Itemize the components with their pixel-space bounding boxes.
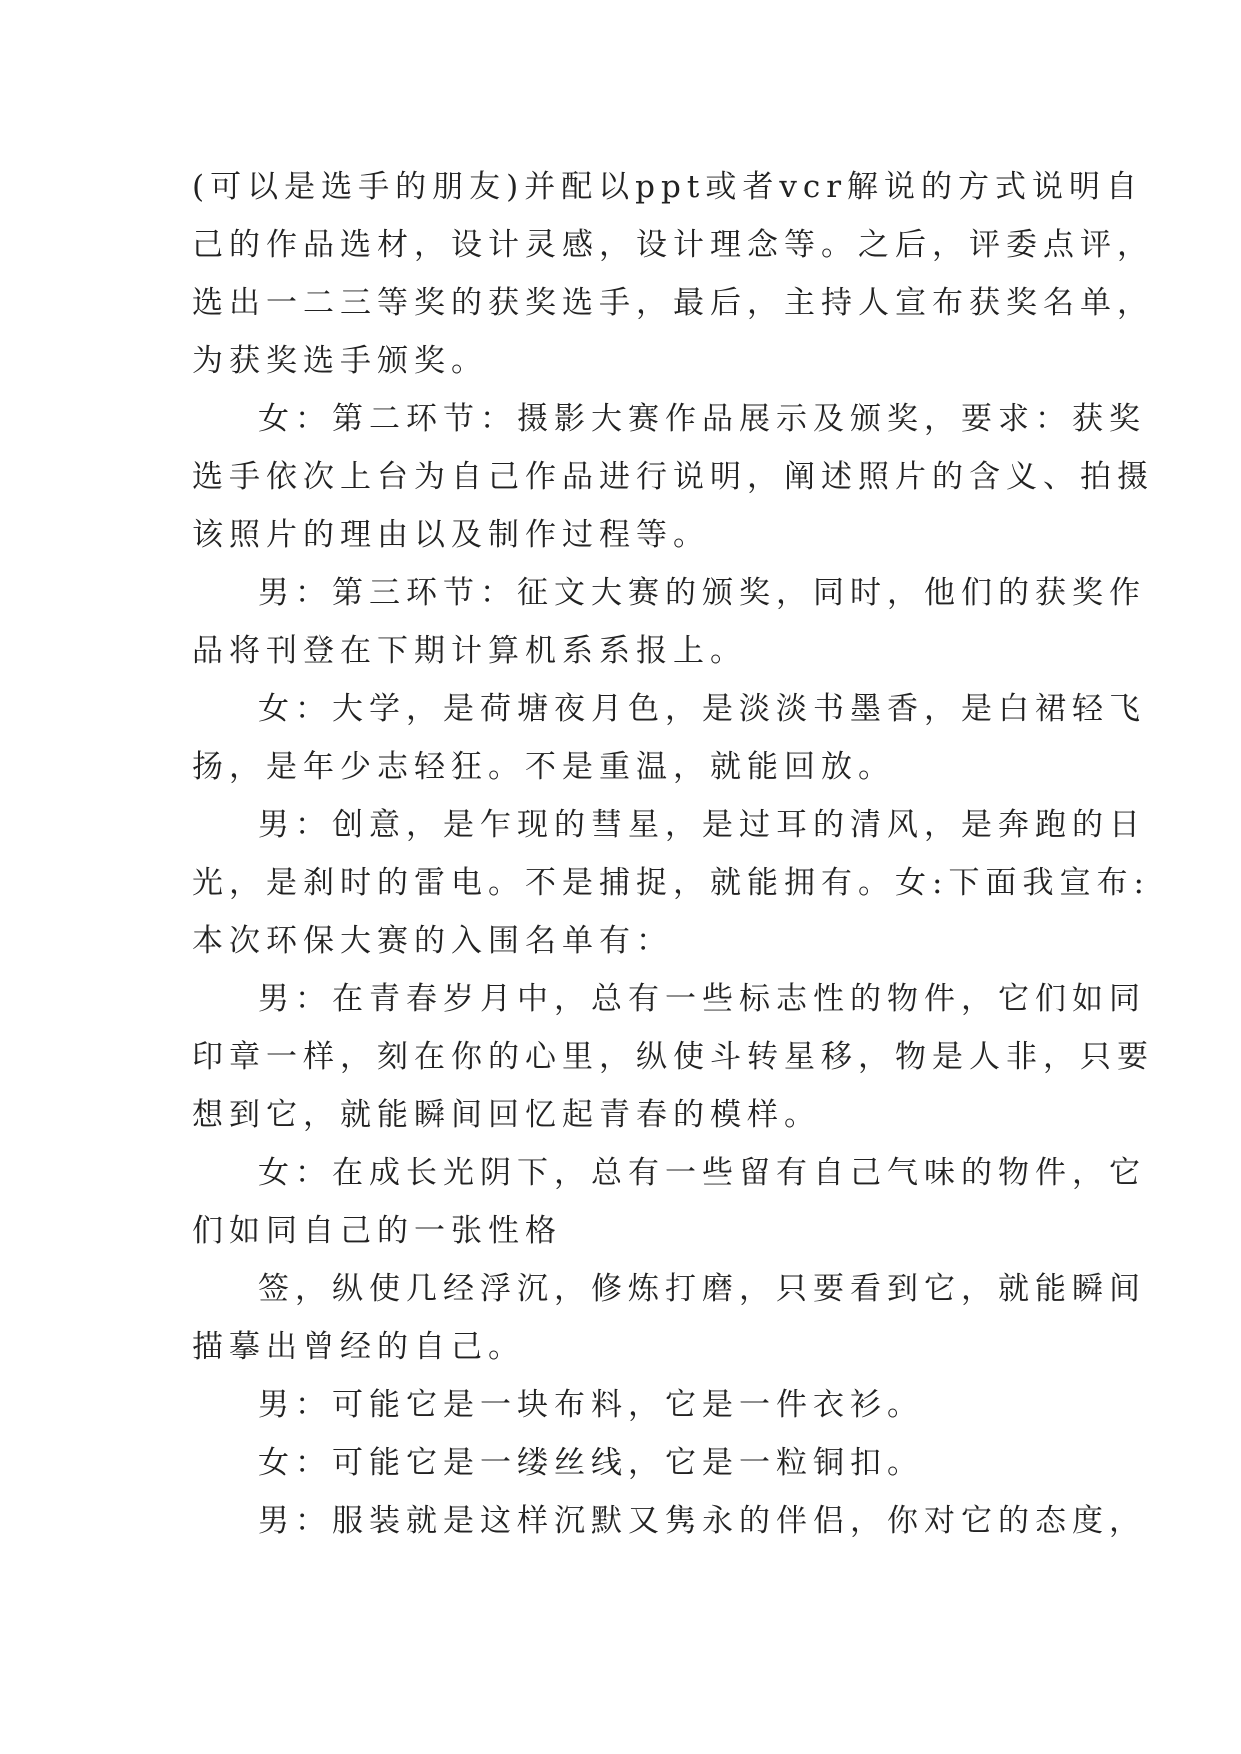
text-line: 女：大学，是荷塘夜月色，是淡淡书墨香，是白裙轻飞 [258, 691, 1146, 727]
text-line: 己的作品选材，设计灵感，设计理念等。之后，评委点评， [192, 227, 1154, 263]
text-line: 男：可能它是一块布料，它是一件衣衫。 [258, 1387, 924, 1423]
text-line: 女：在成长光阴下，总有一些留有自己气味的物件，它 [258, 1155, 1146, 1191]
text-line: 品将刊登在下期计算机系系报上。 [192, 633, 747, 669]
text-line: 女：可能它是一缕丝线，它是一粒铜扣。 [258, 1445, 924, 1481]
text-line: 选出一二三等奖的获奖选手，最后，主持人宣布获奖名单， [192, 285, 1154, 321]
text-line: 想到它，就能瞬间回忆起青春的模样。 [192, 1097, 821, 1133]
text-line: 印章一样，刻在你的心里，纵使斗转星移，物是人非，只要 [192, 1039, 1154, 1075]
text-line: 男：第三环节：征文大赛的颁奖，同时，他们的获奖作 [258, 575, 1146, 611]
text-line: 签，纵使几经浮沉，修炼打磨，只要看到它，就能瞬间 [258, 1271, 1146, 1307]
document-body [192, 158, 1154, 1550]
text-line: 男：服装就是这样沉默又隽永的伴侣，你对它的态度， [258, 1503, 1146, 1539]
text-line: 描摹出曾经的自己。 [192, 1329, 525, 1365]
text-line: 们如同自己的一张性格 [192, 1213, 562, 1249]
text-line: 选手依次上台为自己作品进行说明，阐述照片的含义、拍摄 [192, 459, 1154, 495]
text-line: 女：第二环节：摄影大赛作品展示及颁奖，要求：获奖 [258, 401, 1146, 437]
text-line: 男：在青春岁月中，总有一些标志性的物件，它们如同 [258, 981, 1146, 1017]
text-line: 男：创意，是乍现的彗星，是过耳的清风，是奔跑的日 [258, 807, 1146, 843]
text-line: 光，是刹时的雷电。不是捕捉，就能拥有。女:下面我宣布: [192, 865, 1150, 901]
text-line: (可以是选手的朋友)并配以ppt或者vcr解说的方式说明自 [192, 169, 1144, 205]
text-line: 本次环保大赛的入围名单有： [192, 923, 673, 959]
text-line: 该照片的理由以及制作过程等。 [192, 517, 710, 553]
text-line: 扬，是年少志轻狂。不是重温，就能回放。 [192, 749, 895, 785]
text-line: 为获奖选手颁奖。 [192, 343, 488, 379]
